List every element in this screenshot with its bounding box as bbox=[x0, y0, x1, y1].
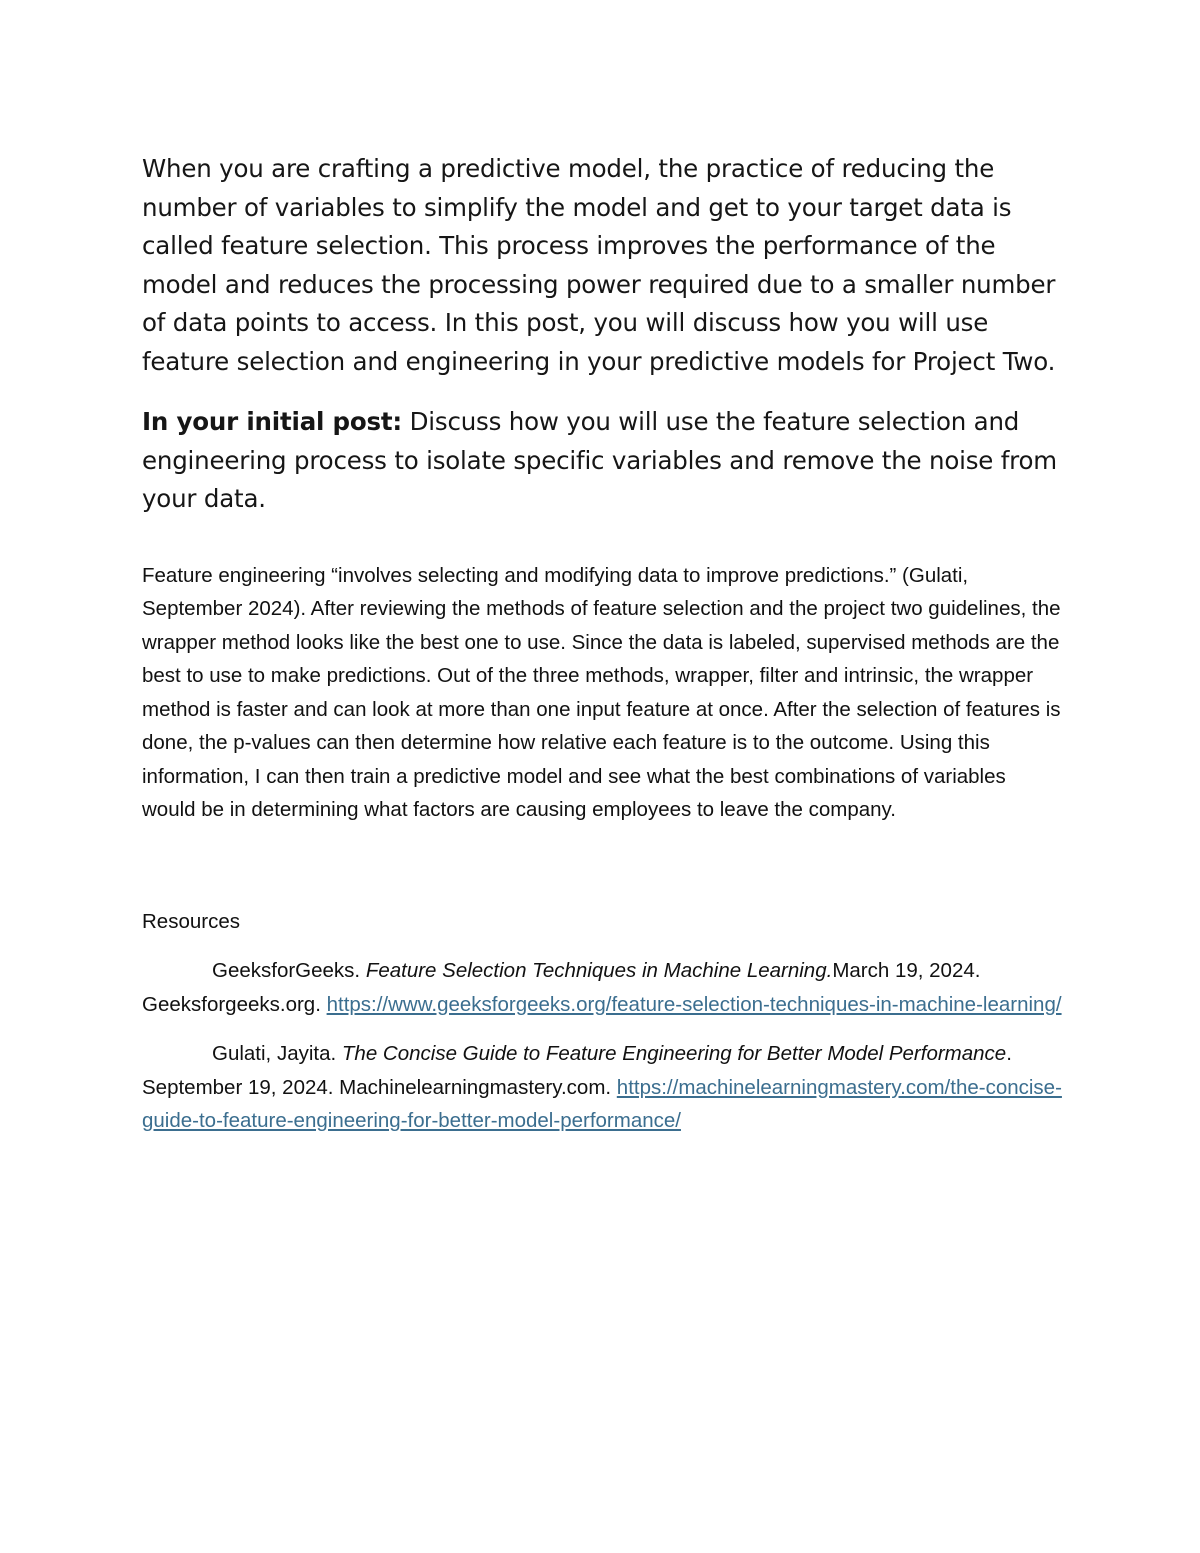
answer-text: Feature engineering “involves selecting and modifying data to improve predictions.” (Gulati, September 2024). After reviewing the methods of feature selection and the project two guidelines, the wrapper method looks like the best one to use. Since the data is labeled, supervised methods are the best to use to make predictions. Out of the three methods, wrapper, filter and intrinsic, the wrapper method is faster and can look at more than one input feature at once. After the selection of features is done, the p-values can then determine how relative each feature is to the outcome. Using this information, I can then train a predictive model and see what the best combinations of variables would be in determining what factors are causing employees to leave the company. bbox=[142, 563, 1061, 821]
initial-post-paragraph bbox=[142, 403, 1062, 519]
citation-gulati bbox=[142, 1037, 1062, 1138]
document-page bbox=[142, 150, 1062, 1138]
answer-paragraph bbox=[142, 559, 1062, 827]
citation-link[interactable]: https://machinelearningmastery.com/the-concise-guide-to-feature-engineering-for-better-model-performance/ bbox=[142, 1075, 1062, 1132]
citation-geeksforgeeks bbox=[142, 954, 1062, 1021]
prompt-paragraph bbox=[142, 150, 1062, 381]
prompt-text: When you are crafting a predictive model, the practice of reducing the number of variables to simplify the model and get to your target data is called feature selection. This process improves the performance of the model and reduces the processing power required due to a smaller number of data points to access. In this post, you will discuss how you will use feature selection and engineering in your predictive models for Project Two. bbox=[142, 154, 1056, 376]
initial-post-label: In your initial post: bbox=[142, 407, 403, 436]
citation-author: GeeksforGeeks. bbox=[212, 959, 366, 982]
resources-heading: Resources bbox=[142, 909, 240, 933]
citation-title: Feature Selection Techniques in Machine Learning. bbox=[365, 959, 833, 982]
citation-link[interactable]: https://www.geeksforgeeks.org/feature-selection-techniques-in-machine-learning/ bbox=[326, 992, 1062, 1016]
citation-author: Gulati, Jayita. bbox=[212, 1042, 342, 1065]
initial-post-text: Discuss how you will use the feature selection and engineering process to isolate specific variables and remove the noise from your data. bbox=[142, 407, 1057, 513]
citation-details: . September 19, 2024. Machinelearningmastery.com. bbox=[142, 1042, 1012, 1099]
citation-details: March 19, 2024. Geeksforgeeks.org. bbox=[142, 959, 981, 1016]
citation-title: The Concise Guide to Feature Engineering for Better Model Performance bbox=[341, 1042, 1007, 1065]
